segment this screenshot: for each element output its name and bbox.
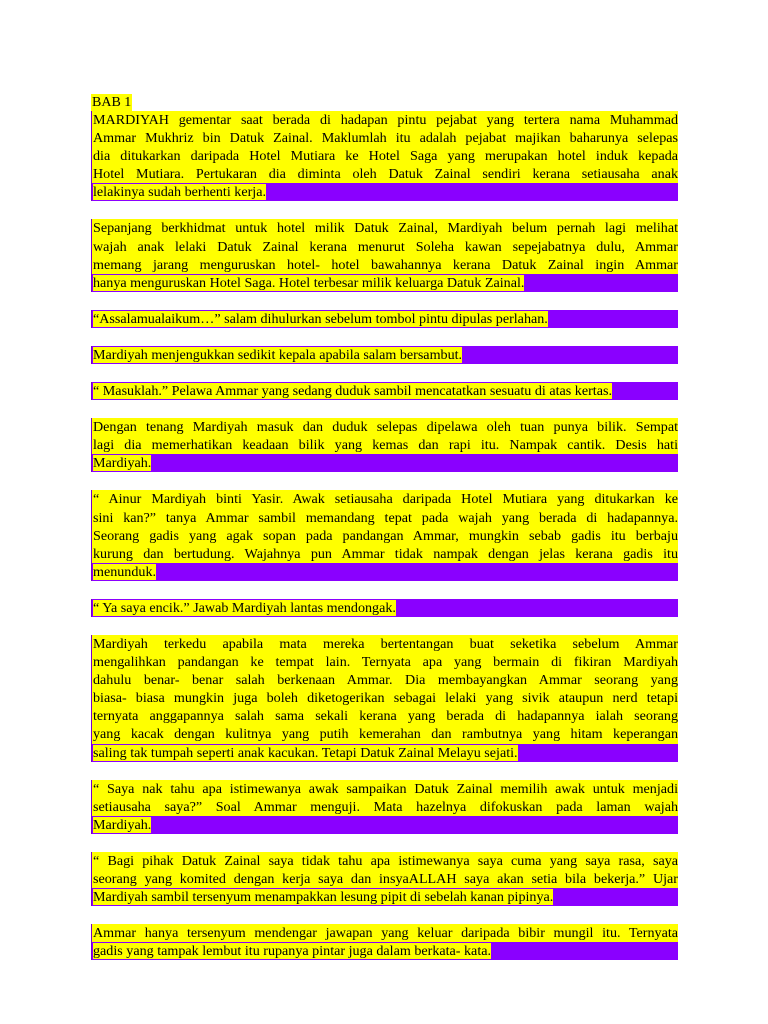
paragraph-line [91,689,678,707]
line-text: memang jarang menguruskan hotel- hotel bawahannya kerana Datuk Zainal ingin Ammar [93,256,678,273]
paragraph-gap [91,906,678,924]
line-text: biasa- biasa mungkin juga boleh diketogerikan sebagai lelaki yang sivik ataupun nerd tetapi [93,690,678,707]
paragraph-line [91,924,678,942]
paragraph-line [91,707,678,725]
line-text: ternyata anggapannya salah sama sekali kerana yang berada di hadapannya ialah seorang [93,708,678,725]
paragraph [91,924,678,960]
line-text: “ Ya saya encik.” Jawab Mardiyah lantas mendongak. [93,599,396,616]
paragraph-last-line [91,599,678,617]
paragraph-line [91,256,678,274]
paragraph-gap [91,834,678,852]
paragraph-last-line [91,454,678,472]
paragraph [91,346,678,364]
line-text: MARDIYAH gementar saat berada di hadapan pintu pejabat yang tertera nama Muhammad [93,112,678,128]
chapter-heading-text: BAB 1 [92,95,132,110]
line-text: Mardiyah. [93,455,152,472]
line-text: “ Bagi pihak Datuk Zainal saya tidak tahu apa istimewanya saya cuma yang saya rasa, saya [93,852,678,869]
paragraph-last-line [91,942,678,960]
paragraph-line [91,635,678,653]
paragraph-gap [91,201,678,219]
paragraph [91,852,678,906]
paragraph-line [91,653,678,671]
paragraph-line [91,852,678,870]
paragraph-line [91,165,678,183]
line-text: menunduk. [93,563,157,580]
paragraph [91,635,678,762]
paragraph-gap [91,400,678,418]
paragraph-line [91,725,678,743]
line-text: “ Saya nak tahu apa istimewanya awak sampaikan Datuk Zainal memilih awak untuk menjadi [93,780,678,797]
line-text: lelakinya sudah berhenti kerja. [93,184,266,201]
line-text: Dengan tenang Mardiyah masuk dan duduk selepas dipelawa oleh tuan punya bilik. Sempat [93,419,678,436]
line-text: hanya menguruskan Hotel Saga. Hotel terbesar milik keluarga Datuk Zainal. [93,274,525,291]
paragraph [91,111,678,201]
line-text: wajah anak lelaki Datuk Zainal kerana menurut Soleha kawan sepejabatnya dulu, Ammar [93,238,678,255]
paragraph-gap [91,292,678,310]
paragraph [91,382,678,400]
paragraph-line [91,509,678,527]
line-text: “Assalamualaikum…” salam dihulurkan sebelum tombol pintu dipulas perlahan. [93,310,548,327]
line-text: gadis yang tampak lembut itu rupanya pintar juga dalam berkata- kata. [93,943,492,960]
line-text: Sepanjang berkhidmat untuk hotel milik Datuk Zainal, Mardiyah belum pernah lagi melihat [93,220,678,237]
paragraph-last-line [91,744,678,762]
line-text: Seorang gadis yang agak sopan pada pandangan Ammar, mungkin sebab gadis itu berbaju [93,527,678,544]
paragraph-last-line [91,346,678,364]
line-text: Mardiyah terkedu apabila mata mereka bertentangan buat seketika sebelum Ammar [93,635,678,652]
paragraph-last-line [91,888,678,906]
line-text: yang kacak dengan kulitnya yang putih kemerahan dan rambutnya yang hitam keperangan [93,726,678,743]
paragraph-gap [91,364,678,382]
paragraph-gap [91,617,678,635]
line-text: kurung dan bertudung. Wajahnya pun Ammar tidak nampak dengan jelas kerana gadis itu [93,545,678,562]
paragraph-gap [91,581,678,599]
paragraph-line [91,418,678,436]
paragraph [91,599,678,617]
paragraph [91,780,678,834]
line-text: Hotel Mutiara. Pertukaran dia diminta oleh Datuk Zainal sendiri kerana setiausaha anak [93,166,678,183]
line-text: Ammar Mukhriz bin Datuk Zainal. Maklumlah itu adalah pejabat majikan baharunya selepas [93,130,678,147]
line-text: Mardiyah sambil tersenyum menampakkan lesung pipit di sebelah kanan pipinya. [93,889,554,906]
paragraph-gap [91,472,678,490]
paragraph-last-line [91,563,678,581]
line-text: Mardiyah. [93,816,152,833]
line-text: setiausaha saya?” Soal Ammar menguji. Mata hazelnya difokuskan pada laman wajah [93,798,678,815]
paragraph-last-line [91,310,678,328]
line-text: lagi dia memerhatikan keadaan bilik yang kemas dan rapi itu. Nampak cantik. Desis hati [93,437,678,454]
paragraph-line [91,780,678,798]
paragraph-line [91,527,678,545]
line-text: saling tak tumpah seperti anak kacukan. Tetapi Datuk Zainal Melayu sejati. [93,744,518,761]
paragraph-line [91,870,678,888]
line-text: sini kan?” tanya Ammar sambil memandang tepat pada wajah yang berada di hadapannya. [93,509,678,526]
paragraph-line [91,671,678,689]
paragraph [91,418,678,472]
paragraph-line [91,219,678,237]
line-text: Ammar hanya tersenyum mendengar jawapan yang keluar daripada bibir mungil itu. Ternyata [93,925,678,942]
line-text: seorang yang komited dengan kerja saya dan insyaALLAH saya akan setia bila bekerja.” Ujar [93,871,678,887]
paragraph-line [91,545,678,563]
paragraph [91,310,678,328]
paragraph-line [91,436,678,454]
line-text: mengalihkan pandangan ke tempat lain. Ternyata apa yang bermain di fikiran Mardiyah [93,654,678,671]
document-body [91,93,678,960]
paragraph-last-line [91,274,678,292]
line-text: “ Ainur Mardiyah binti Yasir. Awak setiausaha daripada Hotel Mutiara yang ditukarkan ke [93,491,678,508]
chapter-heading [91,93,678,111]
paragraph-line [91,147,678,165]
paragraph-last-line [91,816,678,834]
paragraph-line [91,798,678,816]
paragraph-gap [91,762,678,780]
paragraph-line [91,129,678,147]
line-text: Mardiyah menjengukkan sedikit kepala apabila salam bersambut. [93,346,463,363]
line-text: dia ditukarkan daripada Hotel Mutiara ke Hotel Saga yang merupakan hotel induk kepada [93,148,678,165]
paragraph [91,490,678,580]
paragraph-gap [91,328,678,346]
paragraph-line [91,111,678,129]
paragraph-last-line [91,183,678,201]
paragraph [91,219,678,291]
paragraph-line [91,238,678,256]
line-text: “ Masuklah.” Pelawa Ammar yang sedang duduk sambil mencatatkan sesuatu di atas kertas. [93,383,612,400]
paragraph-line [91,490,678,508]
line-text: dahulu benar- benar salah berkenaan Ammar. Dia membayangkan Ammar seorang yang [93,672,678,689]
paragraph-last-line [91,382,678,400]
